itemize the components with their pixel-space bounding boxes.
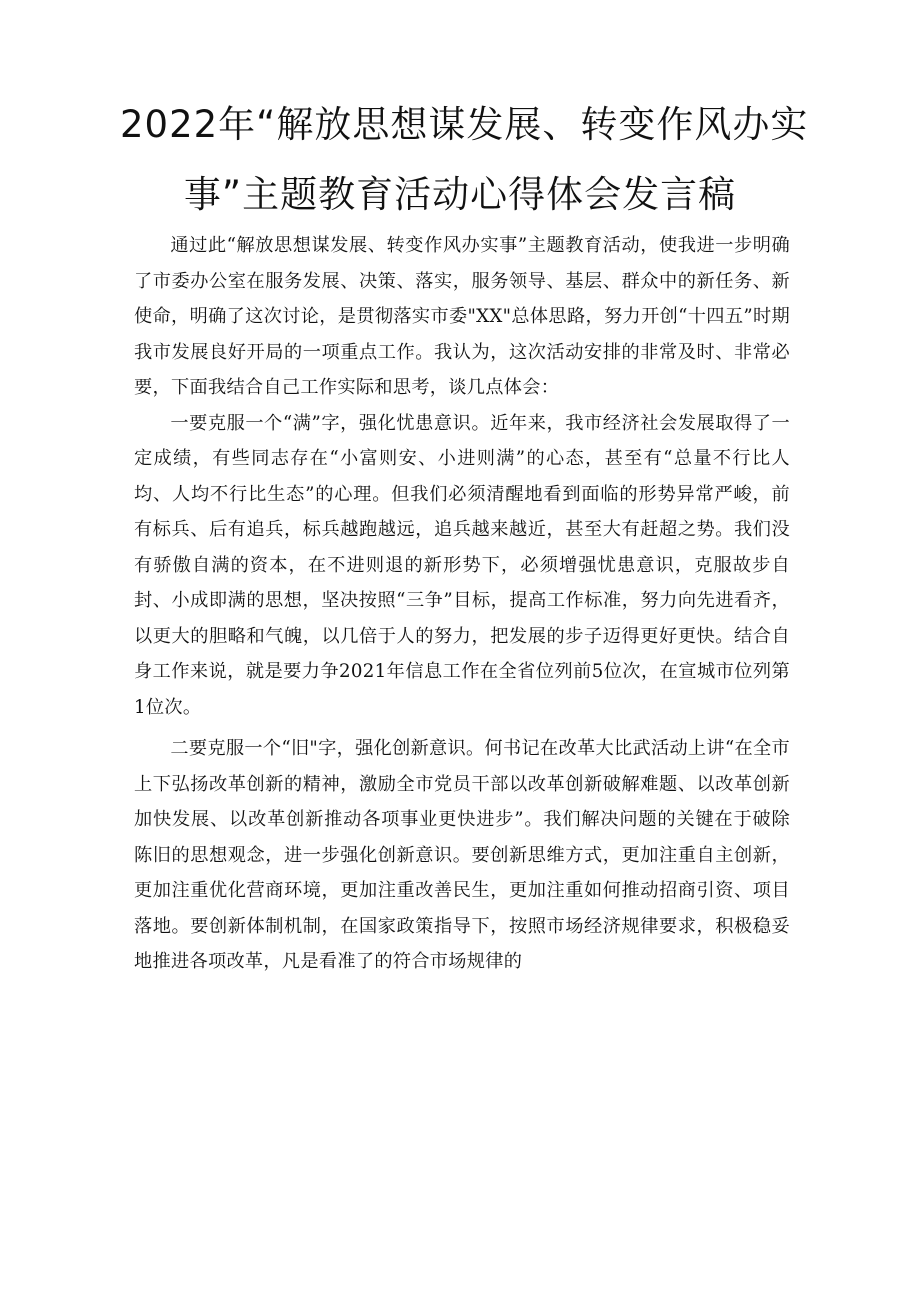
title-line-1: 2022年“解放思想谋发展、转变作风办实 (120, 103, 809, 146)
paragraph-point-one: 一要克服一个“满”字，强化忧患意识。近年来，我市经济社会发展取得了一定成绩，有些同志存在“小富则安、小进则满”的心态，甚至有“总量不行比人均、人均不行比生态”的心理。但我们必须清醒地看到面临的形势异常严峻，前有标兵、后有追兵，标兵越跑越远，追兵越来越近，甚至大有赶超之势。我们没有骄傲自满的资本，在不进则退的新形势下，必须增强忧患意识，克服故步自封、小成即满的思想，坚决按照“三争”目标，提高工作标准，努力向先进看齐，以更大的胆略和气魄，以几倍于人的努力，把发展的步子迈得更好更快。结合自身工作来说，就是要力争2021年信息工作在全省位列前5位次，在宣城市位列第1位次。 (134, 412, 790, 718)
paragraph-point-two: 二要克服一个“旧"字，强化创新意识。何书记在改革大比武活动上讲“在全市上下弘扬改革创新的精神，激励全市党员干部以改革创新破解难题、以改革创新加快发展、以改革创新推动各项事业更快进步”。我们解决问题的关键在于破除陈旧的思想观念，进一步强化创新意识。要创新思维方式，更加注重自主创新，更加注重优化营商环境，更加注重改善民生，更加注重如何推动招商引资、项目落地。要创新体制机制，在国家政策指导下，按照市场经济规律要求，积极稳妥地推进各项改革，凡是看准了的符合市场规律的 (134, 738, 790, 972)
title-line-2: 事”主题教育活动心得体会发言稿 (183, 173, 737, 216)
document-title (120, 90, 809, 230)
document-body (134, 228, 790, 980)
paragraph-intro: 通过此“解放思想谋发展、转变作风办实事”主题教育活动，使我进一步明确了市委办公室在服务发展、决策、落实，服务领导、基层、群众中的新任务、新使命，明确了这次讨论，是贯彻落实市委"XX"总体思路，努力开创“十四五”时期我市发展良好开局的一项重点工作。我认为，这次活动安排的非常及时、非常必要，下面我结合自己工作实际和思考，谈几点体会： (134, 235, 790, 398)
